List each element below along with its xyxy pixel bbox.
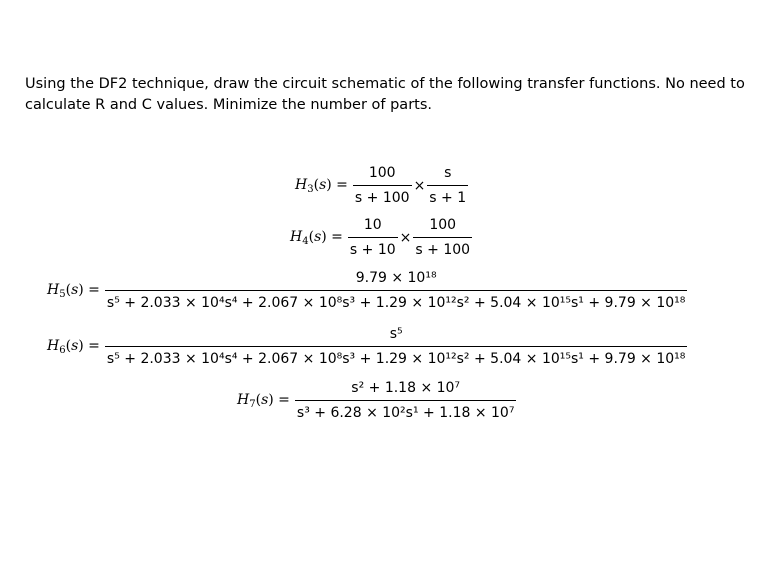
instruction-line-1: Using the DF2 technique, draw the circuit schematic of the following transfer functions. No need to [25, 76, 745, 92]
equation-h6-lhs: $H_6(s)$ = [47, 337, 100, 356]
equation-h3-numerator-2: s [444, 165, 452, 181]
equation-h7-numerator: s² + 1.18 × 10⁷ [351, 380, 461, 396]
equation-h7-lhs: $H_7(s)$ = [237, 391, 290, 410]
equation-h7-fraction [295, 378, 517, 423]
equation-h4 [290, 215, 472, 260]
equation-h7 [237, 378, 516, 423]
equation-h3-fraction-1 [353, 163, 412, 208]
equation-h7-denominator: s³ + 6.28 × 10²s¹ + 1.18 × 10⁷ [295, 400, 517, 423]
equation-h4-numerator-2: 100 [429, 217, 457, 233]
equation-h4-lhs: $H_4(s)$ = [290, 228, 343, 247]
equation-h3-denominator-1: s + 100 [353, 185, 412, 208]
equation-h3-denominator-2: s + 1 [427, 185, 468, 208]
equation-h4-numerator-1: 10 [363, 217, 382, 233]
multiply-sign: × [413, 177, 426, 194]
equation-h3-lhs: $H_3(s)$ = [295, 176, 348, 195]
equation-h4-fraction-2 [413, 215, 472, 260]
equation-h3-fraction-2 [427, 163, 468, 208]
equation-h5-numerator: 9.79 × 10¹⁸ [355, 270, 437, 286]
equation-h4-fraction-1 [348, 215, 398, 260]
equation-h5-lhs: $H_5(s)$ = [47, 281, 100, 300]
equation-h6 [47, 324, 687, 369]
equation-h6-denominator: s⁵ + 2.033 × 10⁴s⁴ + 2.067 × 10⁸s³ + 1.29 × 10¹²s² + 5.04 × 10¹⁵s¹ + 9.79 × 10¹⁸ [105, 346, 687, 369]
multiply-sign: × [399, 229, 412, 246]
equation-h4-denominator-1: s + 10 [348, 237, 398, 260]
equation-h6-numerator: s⁵ [389, 326, 403, 342]
equation-h5 [47, 268, 687, 313]
equation-h5-fraction [105, 268, 687, 313]
instructions [25, 74, 745, 116]
equation-h6-fraction [105, 324, 687, 369]
equation-h4-denominator-2: s + 100 [413, 237, 472, 260]
equation-h3-numerator-1: 100 [368, 165, 396, 181]
instruction-line-2: calculate R and C values. Minimize the number of parts. [25, 97, 433, 113]
equation-h5-denominator: s⁵ + 2.033 × 10⁴s⁴ + 2.067 × 10⁸s³ + 1.29 × 10¹²s² + 5.04 × 10¹⁵s¹ + 9.79 × 10¹⁸ [105, 290, 687, 313]
equation-h3 [295, 163, 468, 208]
